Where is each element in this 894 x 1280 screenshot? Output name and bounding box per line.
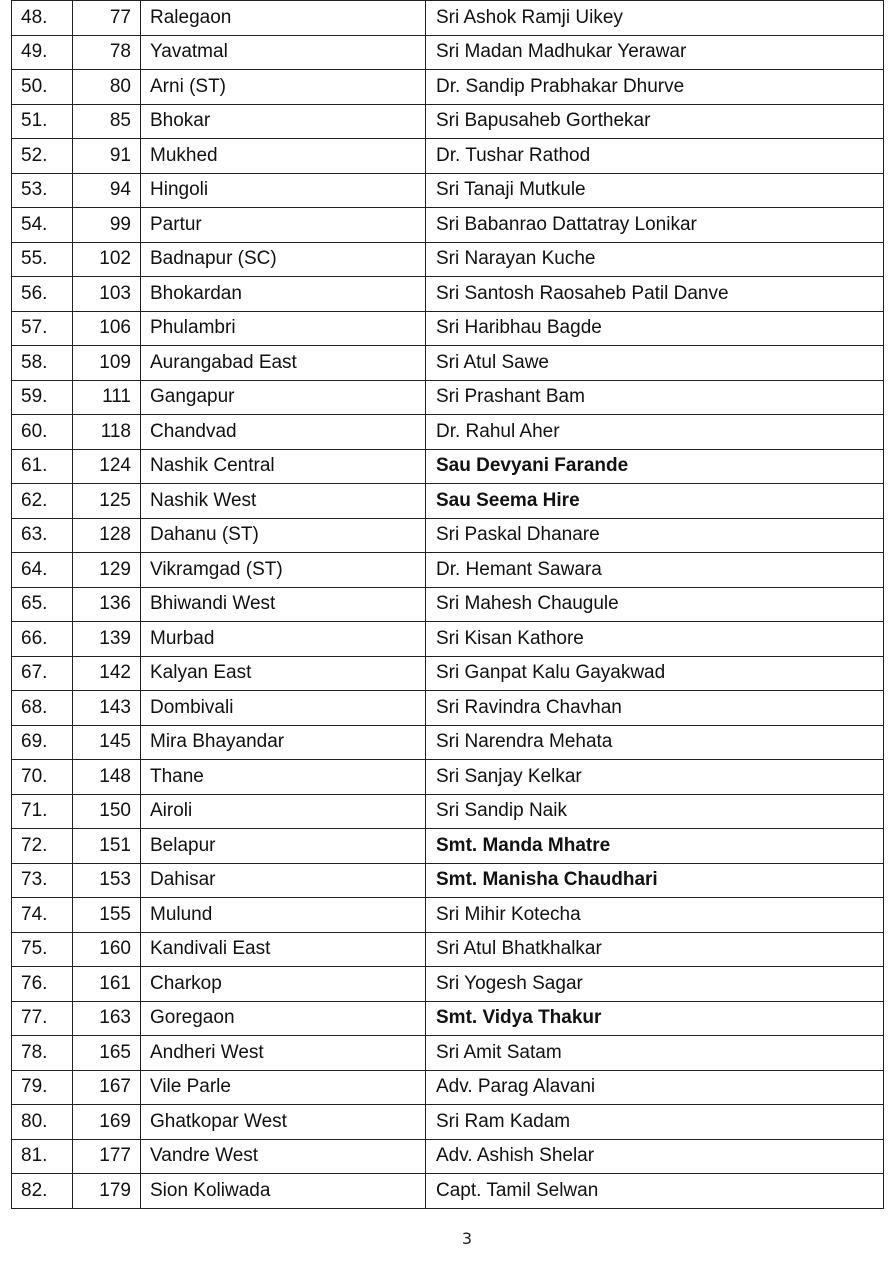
table-row [12, 967, 884, 1002]
candidate-name-cell: Dr. Tushar Rathod [426, 139, 884, 174]
candidate-name-cell: Sri Ganpat Kalu Gayakwad [426, 656, 884, 691]
constituency-name-cell: Arni (ST) [141, 70, 426, 105]
constituency-number-cell: 80 [73, 70, 141, 105]
candidate-name-cell: Sri Ram Kadam [426, 1105, 884, 1140]
table-row [12, 449, 884, 484]
serial-number-cell: 52. [12, 139, 73, 174]
constituency-number-cell: 145 [73, 725, 141, 760]
serial-number-cell: 62. [12, 484, 73, 519]
candidate-name-cell: Capt. Tamil Selwan [426, 1174, 884, 1209]
constituency-number-cell: 142 [73, 656, 141, 691]
constituency-name-cell: Aurangabad East [141, 346, 426, 381]
candidate-name-cell: Smt. Manda Mhatre [426, 829, 884, 864]
constituency-number-cell: 128 [73, 518, 141, 553]
table-row [12, 415, 884, 450]
table-row [12, 794, 884, 829]
candidate-table [11, 0, 884, 1209]
table-row [12, 932, 884, 967]
serial-number-cell: 51. [12, 104, 73, 139]
constituency-name-cell: Bhokar [141, 104, 426, 139]
serial-number-cell: 67. [12, 656, 73, 691]
constituency-name-cell: Dahanu (ST) [141, 518, 426, 553]
candidate-name-cell: Dr. Hemant Sawara [426, 553, 884, 588]
candidate-name-cell: Sri Mahesh Chaugule [426, 587, 884, 622]
candidate-name-cell: Sri Haribhau Bagde [426, 311, 884, 346]
constituency-number-cell: 165 [73, 1036, 141, 1071]
serial-number-cell: 53. [12, 173, 73, 208]
serial-number-cell: 81. [12, 1139, 73, 1174]
serial-number-cell: 72. [12, 829, 73, 864]
serial-number-cell: 68. [12, 691, 73, 726]
constituency-name-cell: Kalyan East [141, 656, 426, 691]
table-row [12, 35, 884, 70]
candidate-name-cell: Sri Tanaji Mutkule [426, 173, 884, 208]
table-row [12, 208, 884, 243]
table-row [12, 1139, 884, 1174]
table-row [12, 898, 884, 933]
serial-number-cell: 65. [12, 587, 73, 622]
serial-number-cell: 75. [12, 932, 73, 967]
candidate-name-cell: Dr. Sandip Prabhakar Dhurve [426, 70, 884, 105]
constituency-number-cell: 161 [73, 967, 141, 1002]
constituency-number-cell: 106 [73, 311, 141, 346]
serial-number-cell: 76. [12, 967, 73, 1002]
candidate-name-cell: Sau Seema Hire [426, 484, 884, 519]
serial-number-cell: 58. [12, 346, 73, 381]
serial-number-cell: 74. [12, 898, 73, 933]
constituency-number-cell: 155 [73, 898, 141, 933]
table-row [12, 1070, 884, 1105]
constituency-number-cell: 125 [73, 484, 141, 519]
candidate-name-cell: Dr. Rahul Aher [426, 415, 884, 450]
candidate-name-cell: Sri Narayan Kuche [426, 242, 884, 277]
table-row [12, 277, 884, 312]
serial-number-cell: 63. [12, 518, 73, 553]
serial-number-cell: 77. [12, 1001, 73, 1036]
candidate-name-cell: Sri Sandip Naik [426, 794, 884, 829]
table-row [12, 760, 884, 795]
constituency-number-cell: 129 [73, 553, 141, 588]
table-row [12, 104, 884, 139]
serial-number-cell: 59. [12, 380, 73, 415]
table-row [12, 1105, 884, 1140]
serial-number-cell: 55. [12, 242, 73, 277]
constituency-number-cell: 77 [73, 1, 141, 36]
table-row [12, 656, 884, 691]
constituency-number-cell: 150 [73, 794, 141, 829]
constituency-name-cell: Hingoli [141, 173, 426, 208]
table-row [12, 518, 884, 553]
table-row [12, 587, 884, 622]
candidate-name-cell: Sri Atul Sawe [426, 346, 884, 381]
constituency-name-cell: Ghatkopar West [141, 1105, 426, 1140]
constituency-number-cell: 111 [73, 380, 141, 415]
candidate-name-cell: Smt. Manisha Chaudhari [426, 863, 884, 898]
constituency-name-cell: Sion Koliwada [141, 1174, 426, 1209]
constituency-name-cell: Bhiwandi West [141, 587, 426, 622]
serial-number-cell: 69. [12, 725, 73, 760]
serial-number-cell: 60. [12, 415, 73, 450]
table-row [12, 553, 884, 588]
table-row [12, 484, 884, 519]
constituency-name-cell: Vandre West [141, 1139, 426, 1174]
candidate-name-cell: Sri Atul Bhatkhalkar [426, 932, 884, 967]
serial-number-cell: 49. [12, 35, 73, 70]
candidate-name-cell: Sri Kisan Kathore [426, 622, 884, 657]
constituency-number-cell: 85 [73, 104, 141, 139]
serial-number-cell: 54. [12, 208, 73, 243]
table-row [12, 1, 884, 36]
constituency-name-cell: Chandvad [141, 415, 426, 450]
constituency-name-cell: Gangapur [141, 380, 426, 415]
candidate-table-body [12, 1, 884, 1209]
candidate-name-cell: Sri Paskal Dhanare [426, 518, 884, 553]
serial-number-cell: 64. [12, 553, 73, 588]
table-row [12, 829, 884, 864]
constituency-name-cell: Kandivali East [141, 932, 426, 967]
candidate-name-cell: Sri Sanjay Kelkar [426, 760, 884, 795]
table-row [12, 139, 884, 174]
constituency-number-cell: 167 [73, 1070, 141, 1105]
constituency-number-cell: 94 [73, 173, 141, 208]
serial-number-cell: 50. [12, 70, 73, 105]
table-row [12, 242, 884, 277]
constituency-number-cell: 109 [73, 346, 141, 381]
constituency-name-cell: Goregaon [141, 1001, 426, 1036]
constituency-number-cell: 118 [73, 415, 141, 450]
constituency-number-cell: 148 [73, 760, 141, 795]
candidate-name-cell: Sau Devyani Farande [426, 449, 884, 484]
constituency-name-cell: Belapur [141, 829, 426, 864]
constituency-name-cell: Airoli [141, 794, 426, 829]
constituency-number-cell: 179 [73, 1174, 141, 1209]
constituency-number-cell: 136 [73, 587, 141, 622]
serial-number-cell: 56. [12, 277, 73, 312]
constituency-number-cell: 124 [73, 449, 141, 484]
constituency-number-cell: 160 [73, 932, 141, 967]
constituency-name-cell: Vikramgad (ST) [141, 553, 426, 588]
candidate-name-cell: Sri Amit Satam [426, 1036, 884, 1071]
constituency-name-cell: Nashik West [141, 484, 426, 519]
table-row [12, 1036, 884, 1071]
constituency-name-cell: Andheri West [141, 1036, 426, 1071]
candidate-name-cell: Sri Ravindra Chavhan [426, 691, 884, 726]
table-row [12, 70, 884, 105]
constituency-name-cell: Nashik Central [141, 449, 426, 484]
constituency-number-cell: 99 [73, 208, 141, 243]
candidate-name-cell: Sri Mihir Kotecha [426, 898, 884, 933]
candidate-name-cell: Adv. Parag Alavani [426, 1070, 884, 1105]
constituency-number-cell: 103 [73, 277, 141, 312]
constituency-name-cell: Vile Parle [141, 1070, 426, 1105]
serial-number-cell: 70. [12, 760, 73, 795]
constituency-name-cell: Mukhed [141, 139, 426, 174]
table-row [12, 346, 884, 381]
page-number: 3 [461, 1229, 473, 1248]
candidate-name-cell: Sri Babanrao Dattatray Lonikar [426, 208, 884, 243]
constituency-number-cell: 151 [73, 829, 141, 864]
constituency-name-cell: Bhokardan [141, 277, 426, 312]
constituency-name-cell: Phulambri [141, 311, 426, 346]
constituency-number-cell: 153 [73, 863, 141, 898]
table-row [12, 380, 884, 415]
constituency-number-cell: 102 [73, 242, 141, 277]
constituency-name-cell: Partur [141, 208, 426, 243]
serial-number-cell: 79. [12, 1070, 73, 1105]
candidate-name-cell: Smt. Vidya Thakur [426, 1001, 884, 1036]
table-row [12, 1174, 884, 1209]
table-row [12, 1001, 884, 1036]
serial-number-cell: 73. [12, 863, 73, 898]
serial-number-cell: 61. [12, 449, 73, 484]
constituency-name-cell: Badnapur (SC) [141, 242, 426, 277]
candidate-name-cell: Sri Prashant Bam [426, 380, 884, 415]
constituency-name-cell: Yavatmal [141, 35, 426, 70]
constituency-name-cell: Dahisar [141, 863, 426, 898]
table-row [12, 622, 884, 657]
constituency-name-cell: Dombivali [141, 691, 426, 726]
constituency-number-cell: 139 [73, 622, 141, 657]
table-row [12, 173, 884, 208]
candidate-name-cell: Sri Narendra Mehata [426, 725, 884, 760]
serial-number-cell: 80. [12, 1105, 73, 1140]
constituency-number-cell: 163 [73, 1001, 141, 1036]
document-page [11, 0, 883, 1209]
constituency-number-cell: 177 [73, 1139, 141, 1174]
constituency-name-cell: Charkop [141, 967, 426, 1002]
serial-number-cell: 82. [12, 1174, 73, 1209]
candidate-name-cell: Adv. Ashish Shelar [426, 1139, 884, 1174]
constituency-name-cell: Thane [141, 760, 426, 795]
serial-number-cell: 71. [12, 794, 73, 829]
constituency-number-cell: 91 [73, 139, 141, 174]
serial-number-cell: 57. [12, 311, 73, 346]
table-row [12, 725, 884, 760]
constituency-name-cell: Mira Bhayandar [141, 725, 426, 760]
constituency-name-cell: Murbad [141, 622, 426, 657]
constituency-number-cell: 169 [73, 1105, 141, 1140]
serial-number-cell: 78. [12, 1036, 73, 1071]
serial-number-cell: 48. [12, 1, 73, 36]
candidate-name-cell: Sri Santosh Raosaheb Patil Danve [426, 277, 884, 312]
candidate-name-cell: Sri Madan Madhukar Yerawar [426, 35, 884, 70]
constituency-name-cell: Mulund [141, 898, 426, 933]
constituency-name-cell: Ralegaon [141, 1, 426, 36]
candidate-name-cell: Sri Yogesh Sagar [426, 967, 884, 1002]
table-row [12, 311, 884, 346]
constituency-number-cell: 143 [73, 691, 141, 726]
constituency-number-cell: 78 [73, 35, 141, 70]
table-row [12, 691, 884, 726]
candidate-name-cell: Sri Ashok Ramji Uikey [426, 1, 884, 36]
table-row [12, 863, 884, 898]
candidate-name-cell: Sri Bapusaheb Gorthekar [426, 104, 884, 139]
serial-number-cell: 66. [12, 622, 73, 657]
